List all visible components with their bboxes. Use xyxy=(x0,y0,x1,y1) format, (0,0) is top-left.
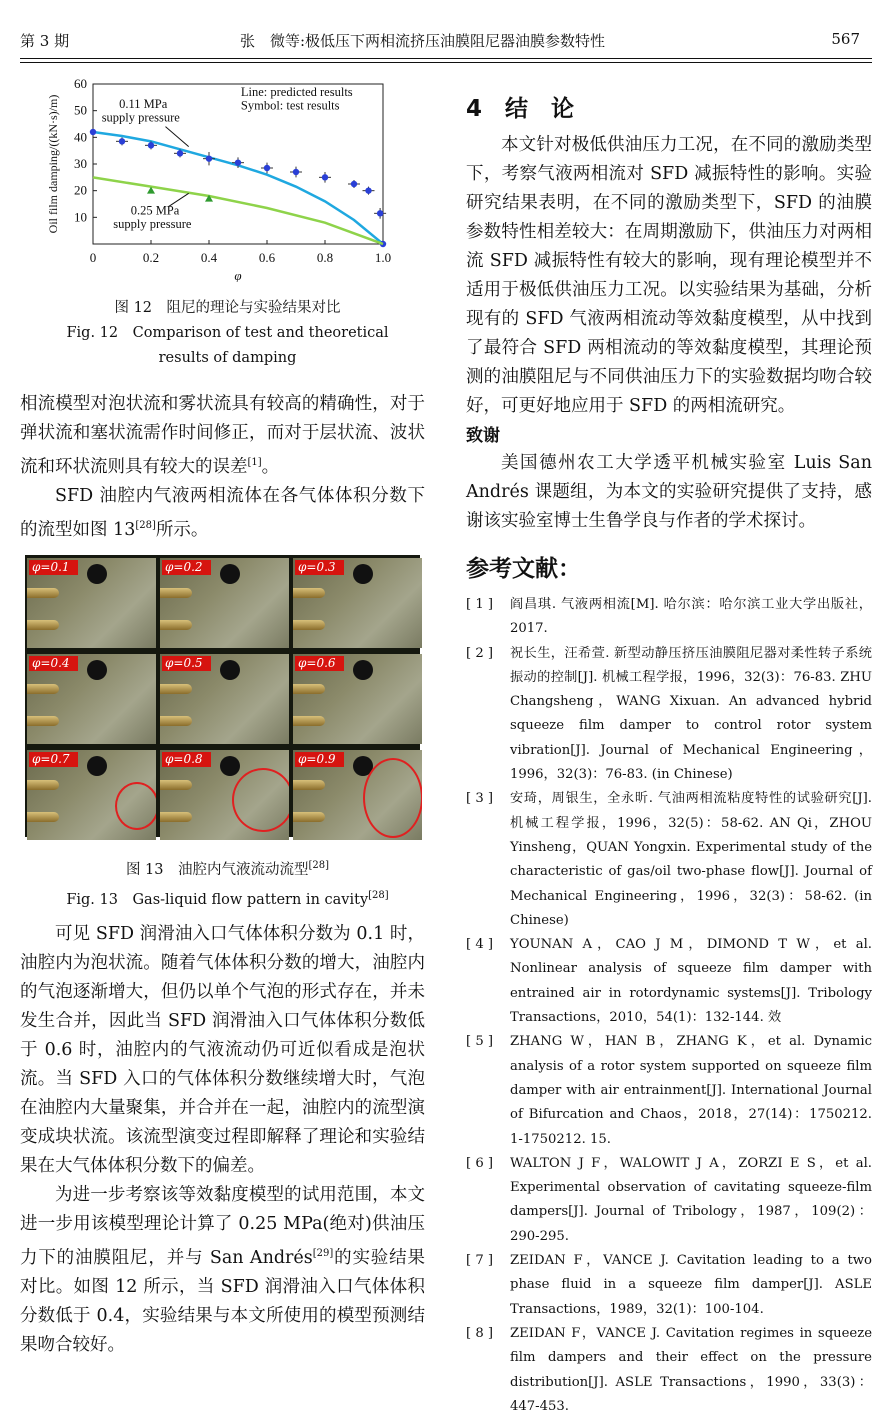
fig13-en-text: Fig. 13 Gas-liquid flow pattern in cavity xyxy=(66,891,369,908)
flow-photo xyxy=(27,750,156,840)
fig13-photo-grid xyxy=(25,555,420,837)
x-tick-label: 0 xyxy=(89,250,97,265)
para2-text: SFD 油腔内气液两相流体在各气体体积分数下的流型如图 13 xyxy=(20,485,425,540)
reference-text: 祝长生，汪希萱. 新型动静压挤压油膜阻尼器对柔性转子系统振动的控制[J]. 机械工程学报，1996，32(3)：76-83. ZHU Changsheng，WANG Xixuan. An advanced hybrid squeeze film damper to control rotor system vibration[J]. Journal of Mechanical Engineering，1996，32(3)：76-83. (in Chinese) xyxy=(510,645,872,783)
acknowledgement-text: 美国德州农工大学透平机械实验室 Luis San Andrés 课题组，为本文的实验研究提供了支持，感谢该实验室博士生鲁学良与作者的学术探讨。 xyxy=(466,453,872,531)
test-point xyxy=(148,142,154,148)
inlet-pipe xyxy=(293,812,325,822)
reference-list xyxy=(466,593,872,1419)
test-point xyxy=(293,169,299,175)
inlet-pipe xyxy=(160,716,192,726)
flow-photo xyxy=(293,750,422,840)
fig12-chart xyxy=(45,72,400,282)
port-hole xyxy=(87,660,107,680)
flow-photo xyxy=(27,558,156,648)
inlet-pipe xyxy=(27,588,59,598)
photo-label: φ=0.9 xyxy=(295,752,344,767)
inlet-pipe xyxy=(293,716,325,726)
inlet-pipe xyxy=(27,716,59,726)
running-header xyxy=(20,26,872,52)
fig13-caption-en xyxy=(20,883,435,913)
para4-text: 为进一步考察该等效黏度模型的试用范围，本文进一步用该模型理论计算了 0.25 MPa(绝对)供油压力下的油膜阻尼，并与 San Andrés xyxy=(20,1185,425,1268)
x-tick-label: 1.0 xyxy=(374,250,392,265)
inlet-pipe xyxy=(27,684,59,694)
inlet-pipe xyxy=(293,684,325,694)
y-tick-label: 50 xyxy=(74,102,87,118)
test-point xyxy=(90,129,96,135)
reference-number: [ 5 ] xyxy=(466,1034,494,1050)
paragraph-continuation xyxy=(20,390,425,482)
annotation-label: 0.11 MPa xyxy=(119,97,168,111)
photo-label: φ=0.3 xyxy=(295,560,344,575)
page-number: 567 xyxy=(831,30,860,48)
flow-photo xyxy=(293,654,422,744)
reference-item xyxy=(466,933,872,1030)
bubble-cluster-highlight xyxy=(363,758,422,838)
issue-label: 第 3 期 xyxy=(20,32,70,50)
reference-text: YOUNAN A，CAO J M，DIMOND T W，et al. Nonlinear analysis of squeeze film damper with entrained air in rotordynamic systems[J]. Tribology Transactions，2010，54(1)：132-144. 效 xyxy=(510,937,872,1026)
test-point xyxy=(235,159,241,165)
reference-text: 安琦，周银生，全永昕. 气油两相流粘度特性的试验研究[J]. 机械工程学报，1996，32(5)：58-62. AN Qi，ZHOU Yinsheng，QUAN Yongxin. Experimental study of the characteristic of gas/oil two-phase flow[J]. Journal of Mechanical Engineering，1996，32(3)：58-62. (in Chinese) xyxy=(510,791,872,928)
running-title: 张 微等:极低压下两相流挤压油膜阻尼器油膜参数特性 xyxy=(240,32,606,50)
test-point xyxy=(377,210,383,216)
reference-number: [ 4 ] xyxy=(466,937,494,953)
reference-item xyxy=(466,593,872,642)
reference-number: [ 8 ] xyxy=(466,1325,494,1341)
y-tick-label: 30 xyxy=(74,156,87,171)
citation: [28] xyxy=(135,519,156,531)
photo-label: φ=0.4 xyxy=(29,656,78,671)
header-rule-thin xyxy=(20,62,872,63)
x-tick-label: 0.2 xyxy=(142,250,160,265)
port-hole xyxy=(220,564,240,584)
paragraph-bubble-flow: 可见 SFD 润滑油入口气体体积分数为 0.1 时，油腔内为泡状流。随着气体体积分数的增大，油腔内的气泡逐渐增大，但仍以单个气泡的形式存在，并未发生合并，因此当 SFD 润滑油入口气体体积分数低于 0.6 时，油腔内的气液流动仍可近似看成是泡状流。当 SFD 入口的气体体积分数继续增大时，气泡在油腔内大量聚集，并合并在一起，油腔内的流型演变成块状流。该流型演变过程即解释了理论和实验结果在大气体体积分数下的偏差。 xyxy=(20,924,425,1176)
photo-label: φ=0.1 xyxy=(29,560,78,575)
fig13-caption-cn xyxy=(20,853,435,883)
fig12-caption-cn: 图 12 阻尼的理论与实验结果对比 xyxy=(114,300,341,316)
photo-label: φ=0.8 xyxy=(162,752,211,767)
fig13-caption xyxy=(20,853,435,913)
photo-label: φ=0.5 xyxy=(162,656,211,671)
para2-end: 所示。 xyxy=(155,519,209,540)
test-point xyxy=(351,181,357,187)
bubble-cluster-highlight xyxy=(232,768,289,832)
reference-text: 阎昌琪. 气液两相流[M]. 哈尔滨：哈尔滨工业大学出版社，2017. xyxy=(510,597,872,637)
y-axis-label: Oil film damping/((kN·s)/m) xyxy=(46,94,60,234)
test-point xyxy=(206,155,212,161)
annotation-label: supply pressure xyxy=(113,217,192,231)
port-hole xyxy=(220,660,240,680)
reference-item xyxy=(466,642,872,788)
flow-photo xyxy=(160,558,289,648)
reference-item xyxy=(466,1152,872,1249)
para4-end: 的实验结果对比。如图 12 所示，当 SFD 润滑油入口气体体积分数低于 0.4，实验结果与本文所使用的模型预测结果吻合较好。 xyxy=(20,1247,425,1355)
flow-photo xyxy=(293,558,422,648)
test-point xyxy=(264,165,270,171)
inlet-pipe xyxy=(160,620,192,630)
reference-item xyxy=(466,1030,872,1151)
reference-text: ZEIDAN F，VANCE J. Cavitation leading to a two phase fluid in a squeeze film damper[J]. ASLE Transactions，1989，32(1)：100-104. xyxy=(510,1253,872,1317)
y-tick-label: 10 xyxy=(74,209,87,225)
photo-label: φ=0.6 xyxy=(295,656,344,671)
paragraph-flow-pattern-intro xyxy=(20,482,425,545)
reference-text: WALTON J F，WALOWIT J A，ZORZI E S，et al. Experimental observation of cavitating squeeze-film dampers[J]. Journal of Tribology，1987，109(2)：290-295. xyxy=(510,1155,872,1244)
inlet-pipe xyxy=(293,620,325,630)
y-tick-label: 20 xyxy=(74,182,87,198)
x-axis-label: φ xyxy=(234,268,242,282)
port-hole xyxy=(87,756,107,776)
left-body-top xyxy=(20,390,425,545)
test-point xyxy=(119,138,125,144)
inlet-pipe xyxy=(27,620,59,630)
reference-item xyxy=(466,1322,872,1419)
reference-number: [ 6 ] xyxy=(466,1155,494,1171)
fig13-cn-text: 图 13 油腔内气液流动流型 xyxy=(125,861,309,878)
test-point xyxy=(322,174,328,180)
references-title: 参考文献： xyxy=(466,556,581,582)
acknowledgement-title: 致谢 xyxy=(466,426,500,446)
port-hole xyxy=(87,564,107,584)
test-point xyxy=(177,150,183,156)
annotation-pointer xyxy=(166,127,189,147)
reference-number: [ 7 ] xyxy=(466,1253,494,1269)
reference-text: ZEIDAN F，VANCE J. Cavitation regimes in squeeze film dampers and their effect on the pressure distribution[J]. ASLE Transactions，1990，33(3)：447-453. xyxy=(510,1325,872,1414)
bubble-cluster-highlight xyxy=(115,782,156,830)
test-point xyxy=(365,187,371,193)
fig12-caption xyxy=(20,296,435,371)
citation: [29] xyxy=(312,1248,334,1259)
x-tick-label: 0.6 xyxy=(258,250,276,265)
y-tick-label: 60 xyxy=(74,76,87,91)
left-body-bottom xyxy=(20,920,425,1360)
right-column xyxy=(466,90,872,1419)
flow-photo xyxy=(160,654,289,744)
citation: [1] xyxy=(247,457,262,468)
inlet-pipe xyxy=(160,780,192,790)
legend-text: Line: predicted results xyxy=(240,85,353,99)
inlet-pipe xyxy=(27,812,59,822)
paragraph-validation xyxy=(20,1181,425,1360)
flow-photo xyxy=(160,750,289,840)
citation: [28] xyxy=(308,860,330,871)
port-hole xyxy=(353,564,373,584)
header-rule xyxy=(20,58,872,59)
annotation-label: 0.25 MPa xyxy=(130,203,180,218)
x-tick-label: 0.4 xyxy=(200,250,218,265)
photo-label: φ=0.7 xyxy=(29,752,78,767)
reference-text: ZHANG W，HAN B，ZHANG K，et al. Dynamic analysis of a rotor system supported on squeeze film damper with air entrainment[J]. International Journal of Bifurcation and Chaos，2018，27(14)：1750212. 1-1750212. 15. xyxy=(510,1034,872,1147)
reference-number: [ 1 ] xyxy=(466,597,494,612)
port-hole xyxy=(220,756,240,776)
para1-end: 。 xyxy=(261,456,280,477)
inlet-pipe xyxy=(27,780,59,790)
conclusion-paragraph: 本文针对极低供油压力工况，在不同的激励类型下，考察气液两相流对 SFD 减振特性的影响。实验研究结果表明，在不同的激励类型下，SFD 的油膜参数特性相差较大：在周期激励下，供油压力对两相流 SFD 减振特性有较大的影响，现有理论模型并不适用于极低供油压力工况。以实验结果为基础，分析现有的 SFD 气液两相流动等效黏度模型，从中找到了最符合 SFD 两相流动的等效黏度模型，其理论预测的油膜阻尼与不同供油压力下的实验数据均吻合较好，可更好地应用于 SFD 的两相流研究。 xyxy=(466,135,872,416)
reference-item xyxy=(466,787,872,933)
annotation-label: supply pressure xyxy=(101,110,180,125)
citation: [28] xyxy=(368,889,389,901)
reference-item xyxy=(466,1249,872,1322)
reference-number: [ 2 ] xyxy=(466,645,494,661)
inlet-pipe xyxy=(160,684,192,694)
inlet-pipe xyxy=(160,812,192,822)
photo-label: φ=0.2 xyxy=(162,560,211,575)
port-hole xyxy=(353,660,373,680)
y-tick-label: 40 xyxy=(74,129,87,145)
inlet-pipe xyxy=(293,780,325,790)
para1-text: 相流模型对泡状流和雾状流具有较高的精确性，对于弹状流和塞状流需作时间修正，而对于层状流、波状流和环状流则具有较大的误差 xyxy=(20,394,425,477)
section-title-conclusion: 4 结 论 xyxy=(466,96,575,122)
reference-number: [ 3 ] xyxy=(466,791,494,807)
fig12-caption-en-2: results of damping xyxy=(158,350,297,366)
x-tick-label: 0.8 xyxy=(316,250,334,265)
legend-text: Symbol: test results xyxy=(240,98,340,113)
flow-photo xyxy=(27,654,156,744)
inlet-pipe xyxy=(160,588,192,598)
fig12-caption-en-1: Fig. 12 Comparison of test and theoretical xyxy=(66,325,389,341)
inlet-pipe xyxy=(293,588,325,598)
